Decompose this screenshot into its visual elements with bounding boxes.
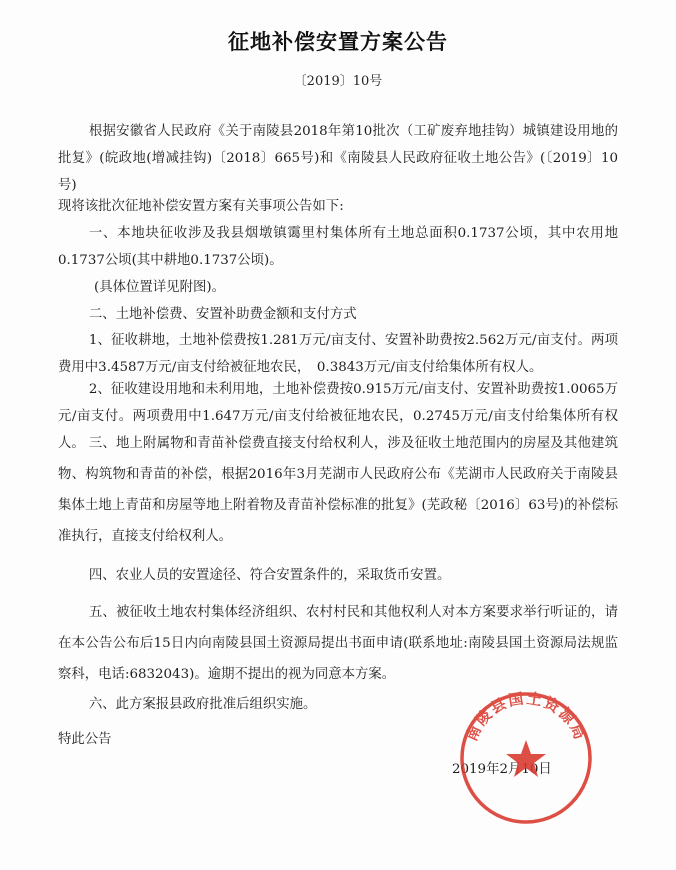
section-5: 五、被征收土地农村集体经济组织、农村村民和其他权利人对本方案要求举行听证的，请在本公告公布后15日内向南陵县国土资源局提出书面申请(联系地址:南陵县国土资源局法规监察科，电话:6832043)。逾期不提出的视为同意本方案。 bbox=[58, 605, 618, 682]
official-seal bbox=[456, 688, 596, 828]
document-number: 〔2019〕10号 bbox=[293, 74, 383, 89]
section-6: 六、此方案报县政府批准后组织实施。 bbox=[88, 697, 317, 712]
issue-date: 2019年2月10日 bbox=[452, 762, 552, 777]
seal-text: 南陵县国土资源局 bbox=[462, 689, 590, 744]
section-1: 一、本地块征收涉及我县烟墩镇霭里村集体所有土地总面积0.1737公顷，其中农用地0.1737公顷(其中耕地0.1737公顷)。 bbox=[58, 226, 618, 268]
section-3: 三、地上附属物和青苗补偿费直接支付给权利人，涉及征收土地范围内的房屋及其他建筑物、构筑物和青苗的补偿，根据2016年3月芜湖市人民政府公布《芜湖市人民政府关于南陵县集体土地上青苗和房屋等地上附着物及青苗补偿标准的批复》(芜政秘〔2016〕63号)的补偿标准执行，直接支付给权利人。 bbox=[58, 436, 618, 544]
section-4: 四、农业人员的安置途径、符合安置条件的，采取货币安置。 bbox=[88, 568, 451, 583]
paragraph-basis: 根据安徽省人民政府《关于南陵县2018年第10批次（工矿废弃地挂钩）城镇建设用地的批复》(皖政地(增减挂钩)〔2018〕665号)和《南陵县人民政府征收土地公告》(〔2019〕10号) bbox=[58, 124, 618, 193]
page-title: 征地补偿安置方案公告 bbox=[228, 30, 448, 54]
paragraph-intro: 现将该批次征地补偿安置方案有关事项公告如下: bbox=[58, 199, 344, 214]
section-2-item-2: 2、征收建设用地和未利用地，土地补偿费按0.915万元/亩支付、安置补助费按1.0065万元/亩支付。两项费用中1.647万元/亩支付给被征地农民，0.2745万元/亩支付给集体所有权人。 bbox=[58, 382, 618, 451]
section-2-heading: 二、土地补偿费、安置补助费金额和支付方式 bbox=[88, 307, 357, 322]
section-1-note: (具体位置详见附图)。 bbox=[94, 280, 225, 295]
seal-star-icon bbox=[506, 740, 546, 777]
section-2-item-1: 1、征收耕地，土地补偿费按1.281万元/亩支付、安置补助费按2.562万元/亩支付。两项费用中3.4587万元/亩支付给被征地农民， 0.3843万元/亩支付给集体所有权人。 bbox=[58, 333, 618, 375]
closing-line: 特此公告 bbox=[58, 732, 112, 747]
